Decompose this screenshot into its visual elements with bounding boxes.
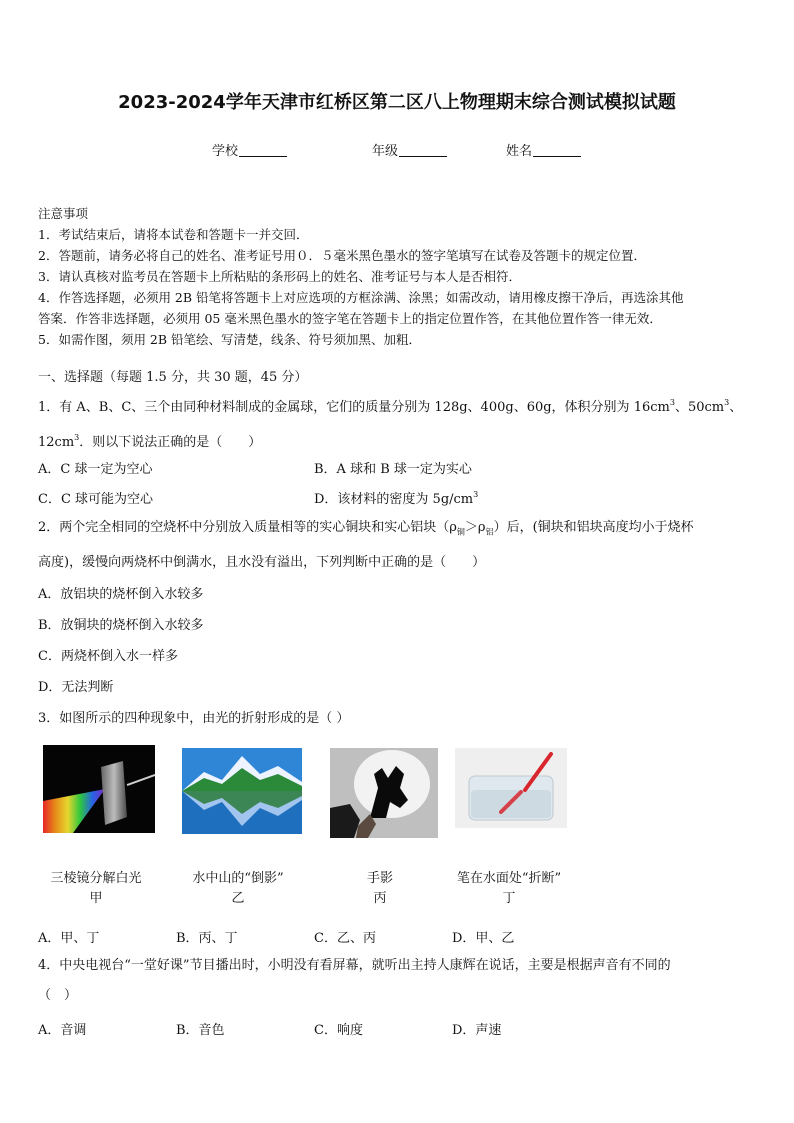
notes-section: [38, 203, 760, 350]
q1-option-d[interactable]: D．该材料的密度为 $5g/cm^3$: [314, 490, 479, 507]
note-item: 1．考试结束后，请将本试卷和答题卡一并交回．: [38, 227, 309, 242]
q4-option-c[interactable]: C．响度: [314, 1023, 363, 1038]
note-item: 2．答题前，请务必将自己的姓名、准考证号用０．５毫米黑色墨水的签字笔填写在试卷及答题卡的规定位置．: [38, 248, 646, 263]
caption-text: 三棱镜分解白光: [50, 871, 142, 886]
info-fields: [0, 140, 794, 160]
q3-option-b[interactable]: B．丙、丁: [176, 931, 238, 946]
q4-option-d[interactable]: D．声速: [452, 1023, 502, 1038]
q2-option-b[interactable]: B．放铜块的烧杯倒入水较多: [38, 618, 204, 633]
q3-option-c[interactable]: C．乙、丙: [314, 931, 376, 946]
caption-label: 乙: [231, 891, 245, 906]
q3-stem: 3．如图所示的四种现象中，由光的折射形成的是（ ）: [38, 711, 350, 726]
q2-option-a[interactable]: A．放铝块的烧杯倒入水较多: [38, 587, 204, 602]
q1-option-c[interactable]: C．C 球可能为空心: [38, 492, 154, 507]
pencil-water-image: [455, 748, 567, 828]
grade-field[interactable]: [372, 140, 447, 159]
grade-label: 年级: [372, 144, 399, 159]
caption-text: 笔在水面处“折断”: [456, 871, 562, 886]
q4-option-a[interactable]: A．音调: [38, 1023, 87, 1038]
q4-stem-line2: （ ）: [38, 988, 78, 1003]
note-item: 3．请认真核对监考员在答题卡上所粘贴的条形码上的姓名、准考证号与本人是否相符．: [38, 269, 521, 284]
school-field[interactable]: [212, 140, 287, 159]
page-title: 2023-2024学年天津市红桥区第二区八上物理期末综合测试模拟试题: [118, 92, 676, 113]
q2-stem-line2: 高度)，缓慢向两烧杯中倒满水，且水没有溢出，下列判断中正确的是（ ）: [38, 554, 486, 570]
prism-illustration: [43, 745, 155, 833]
name-label: 姓名: [506, 144, 533, 159]
question-1: [38, 388, 760, 458]
pencil-in-water-illustration: [455, 748, 567, 828]
grade-blank[interactable]: [399, 142, 447, 157]
q2-option-c[interactable]: C．两烧杯倒入水一样多: [38, 649, 178, 664]
school-blank[interactable]: [239, 142, 287, 157]
caption-label: 丙: [373, 891, 387, 906]
note-item: 答案．作答非选择题，必须用 05 毫米黑色墨水的签字笔在答题卡上的指定位置作答，在其他位置作答一律无效．: [38, 311, 662, 326]
mountain-reflection-illustration: [182, 748, 302, 834]
caption-text: 手影: [366, 871, 393, 886]
q2-stem-line1: 2．两个完全相同的空烧杯中分别放入质量相等的实心铜块和实心铝块$(\rho_铜>\rho_铝)$后，(铜块和铝块高度均小于烧杯: [38, 520, 694, 537]
q3-option-d[interactable]: D．甲、乙: [452, 931, 515, 946]
school-label: 学校: [212, 144, 239, 159]
caption-jia: [38, 869, 154, 909]
prism-image: [43, 745, 155, 833]
caption-label: 丁: [502, 891, 516, 906]
q2-option-d[interactable]: D．无法判断: [38, 680, 114, 695]
notes-heading: 注意事项: [38, 206, 89, 221]
section-heading: 一、选择题（每题 1.5 分，共 30 题，45 分）: [38, 370, 308, 385]
q1-stem-line2: $12cm^3$．则以下说法正确的是（ ）: [38, 433, 262, 450]
hand-shadow-image: [330, 748, 438, 838]
q4-option-b[interactable]: B．音色: [176, 1023, 225, 1038]
q1-stem-line1: 1．有 A、B、C、三个由同种材料制成的金属球，它们的质量分别为 128g、400g、60g，体积分别为 $16cm^3$、$50cm^3$、: [38, 398, 743, 415]
q3-option-a[interactable]: A．甲、丁: [38, 931, 100, 946]
note-item: 5．如需作图，须用 2B 铅笔绘、写清楚，线条、符号须加黑、加粗．: [38, 332, 422, 347]
name-field[interactable]: [506, 140, 581, 159]
caption-text: 水中山的“倒影”: [192, 871, 284, 886]
q4-stem-line1: 4．中央电视台“一堂好课”节目播出时，小明没有看屏幕，就听出主持人康辉在说话，主要是根据声音有不同的: [38, 958, 671, 973]
note-item: 4．作答选择题，必须用 2B 铅笔将答题卡上对应选项的方框涂满、涂黑；如需改动，请用橡皮擦干净后，再选涂其他: [38, 290, 684, 305]
q1-option-a[interactable]: A．C 球一定为空心: [38, 462, 153, 477]
q1-option-b[interactable]: B．A 球和 B 球一定为实心: [314, 462, 472, 477]
caption-bing: [330, 869, 430, 909]
reflection-image: [182, 748, 302, 834]
name-blank[interactable]: [533, 142, 581, 157]
question-2: [38, 513, 760, 578]
caption-label: 甲: [89, 891, 103, 906]
caption-ding: [444, 869, 574, 909]
caption-yi: [180, 869, 296, 909]
question-4: [38, 951, 760, 1011]
hand-shadow-illustration: [330, 748, 438, 838]
